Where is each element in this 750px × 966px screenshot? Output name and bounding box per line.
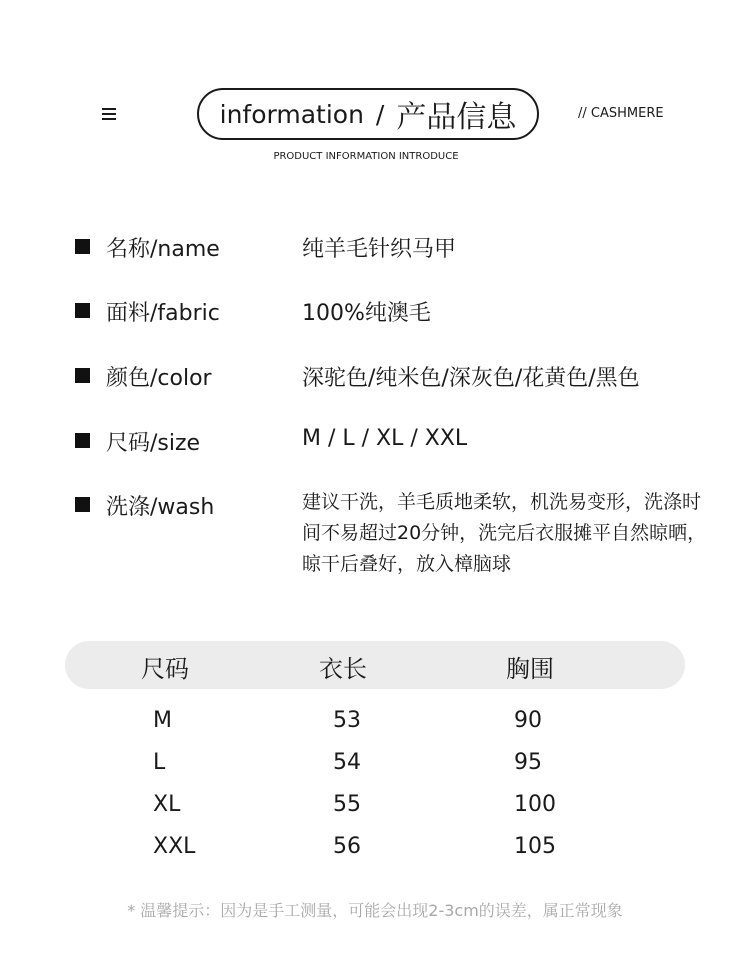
table-cell-length: 55 [333, 792, 361, 817]
title-english: information [219, 99, 364, 129]
table-cell-size: XL [153, 792, 181, 817]
info-value: 建议干洗，羊毛质地柔软，机洗易变形，洗涤时间不易超过20分钟，洗完后衣服摊平自然晾晒，晾干后叠好，放入樟脑球 [302, 491, 707, 575]
table-header-length: 衣长 [319, 655, 367, 683]
title-chinese: 产品信息 [396, 100, 517, 135]
bullet-icon [75, 239, 90, 254]
table-header-chest: 胸围 [506, 655, 554, 683]
table-cell-length: 53 [333, 708, 361, 733]
info-label: 洗涤/wash [106, 495, 215, 520]
table-cell-size: M [153, 708, 172, 733]
info-label: 尺码/size [106, 431, 201, 456]
measurement-note: * 温馨提示：因为是手工测量，可能会出现2-3cm的误差，属正常现象 [127, 901, 623, 920]
title-separator: / [375, 99, 385, 129]
table-cell-length: 56 [333, 834, 361, 859]
info-value: M / L / XL / XXL [302, 426, 468, 451]
table-cell-chest: 100 [514, 792, 556, 817]
table-cell-size: L [153, 750, 166, 775]
bullet-icon [75, 368, 90, 383]
info-value: 100%纯澳毛 [302, 301, 431, 326]
bullet-icon [75, 303, 90, 318]
info-value: 深驼色/纯米色/深灰色/花黄色/黑色 [302, 366, 640, 391]
table-cell-size: XXL [153, 834, 196, 859]
info-label: 颜色/color [106, 366, 212, 391]
page-subtitle: PRODUCT INFORMATION INTRODUCE [273, 151, 459, 162]
table-header-size: 尺码 [141, 655, 189, 683]
cashmere-tag: // CASHMERE [578, 106, 664, 121]
table-cell-chest: 105 [514, 834, 556, 859]
table-cell-chest: 90 [514, 708, 542, 733]
page-title [197, 88, 539, 140]
table-cell-length: 54 [333, 750, 361, 775]
size-table-header [65, 641, 685, 689]
table-cell-chest: 95 [514, 750, 542, 775]
bullet-icon [75, 497, 90, 512]
menu-icon[interactable] [102, 108, 116, 120]
bullet-icon [75, 433, 90, 448]
info-label: 名称/name [106, 237, 220, 262]
info-label: 面料/fabric [106, 301, 220, 326]
info-value: 纯羊毛针织马甲 [302, 237, 457, 262]
